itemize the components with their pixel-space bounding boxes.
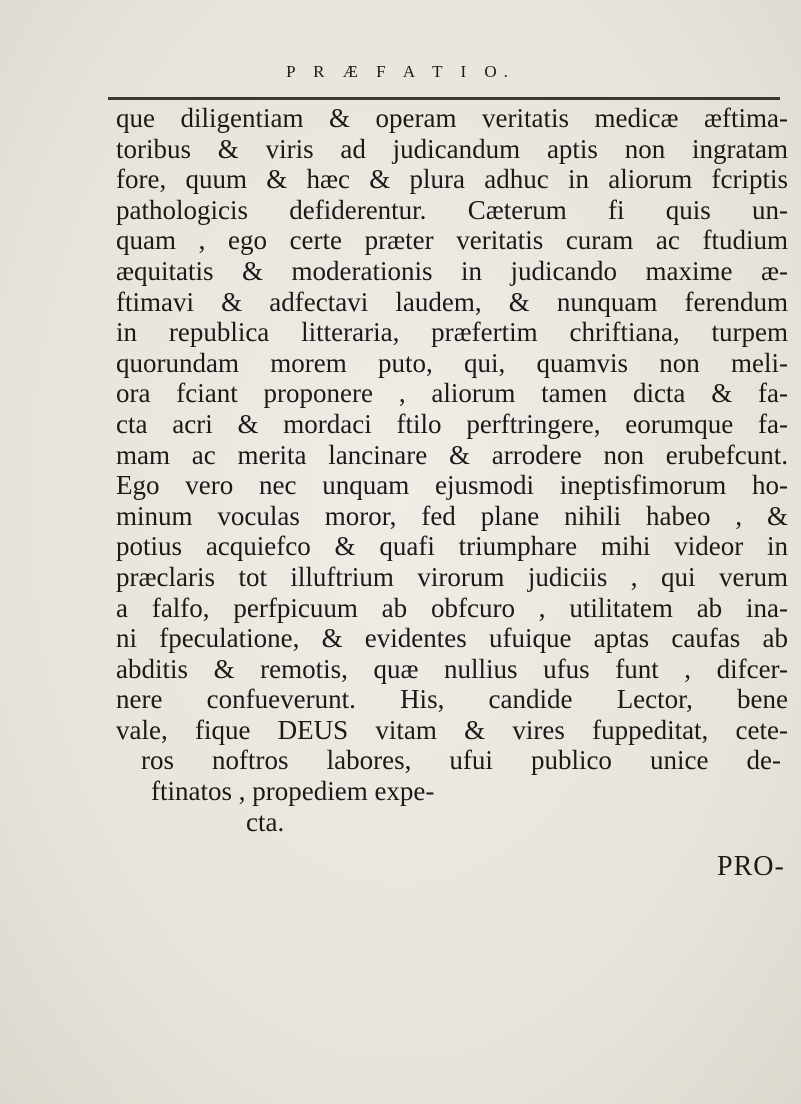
- text-line: quorundam morem puto, qui, quamvis non meli-: [116, 347, 788, 378]
- text-line: quam , ego certe præter veritatis curam ac ftudium: [116, 225, 788, 256]
- text-line: præclaris tot illuftrium virorum judiciis , qui verum: [116, 561, 788, 592]
- text-line: ftimavi & adfectavi laudem, & nunquam ferendum: [116, 286, 788, 317]
- text-line: que diligentiam & operam veritatis medicæ æftima-: [116, 103, 788, 133]
- text-line: Ego vero nec unquam ejusmodi ineptisfimorum ho-: [116, 470, 788, 501]
- text-line: ftinatos , propediem expe-: [151, 776, 435, 807]
- text-line: æquitatis & moderationis in judicando maxime æ-: [116, 255, 788, 286]
- running-header: P R Æ F A T I O.: [286, 62, 515, 81]
- text-line: abditis & remotis, quæ nullius ufus funt , difcer-: [116, 653, 788, 684]
- text-line: potius acquiefco & quafi triumphare mihi videor in: [116, 531, 788, 562]
- text-line: cta.: [246, 806, 285, 837]
- text-line: mam ac merita lancinare & arrodere non erubefcunt.: [116, 439, 788, 470]
- header-rule: [108, 97, 780, 100]
- text-line: nere confueverunt. His, candide Lector, bene: [116, 684, 788, 715]
- catchword: PRO-: [717, 851, 785, 882]
- text-line: ros noftros labores, ufui publico unice de-: [141, 745, 781, 776]
- text-line: fore, quum & hæc & plura adhuc in aliorum fcriptis: [116, 164, 788, 195]
- text-line: a falfo, perfpicuum ab obfcuro , utilitatem ab ina-: [116, 592, 788, 623]
- text-line: vale, fique DEUS vitam & vires fuppeditat, cete-: [116, 714, 788, 745]
- body-text: [116, 103, 788, 837]
- text-line: in republica litteraria, præfertim chriftiana, turpem: [116, 317, 788, 348]
- text-line: ni fpeculatione, & evidentes ufuique aptas caufas ab: [116, 623, 788, 654]
- text-line: cta acri & mordaci ftilo perftringere, eorumque fa-: [116, 408, 788, 439]
- text-line: ora fciant proponere , aliorum tamen dicta & fa-: [116, 378, 788, 409]
- text-line: pathologicis defiderentur. Cæterum fi quis un-: [116, 194, 788, 225]
- text-line: toribus & viris ad judicandum aptis non ingratam: [116, 133, 788, 164]
- text-line: minum voculas moror, fed plane nihili habeo , &: [116, 500, 788, 531]
